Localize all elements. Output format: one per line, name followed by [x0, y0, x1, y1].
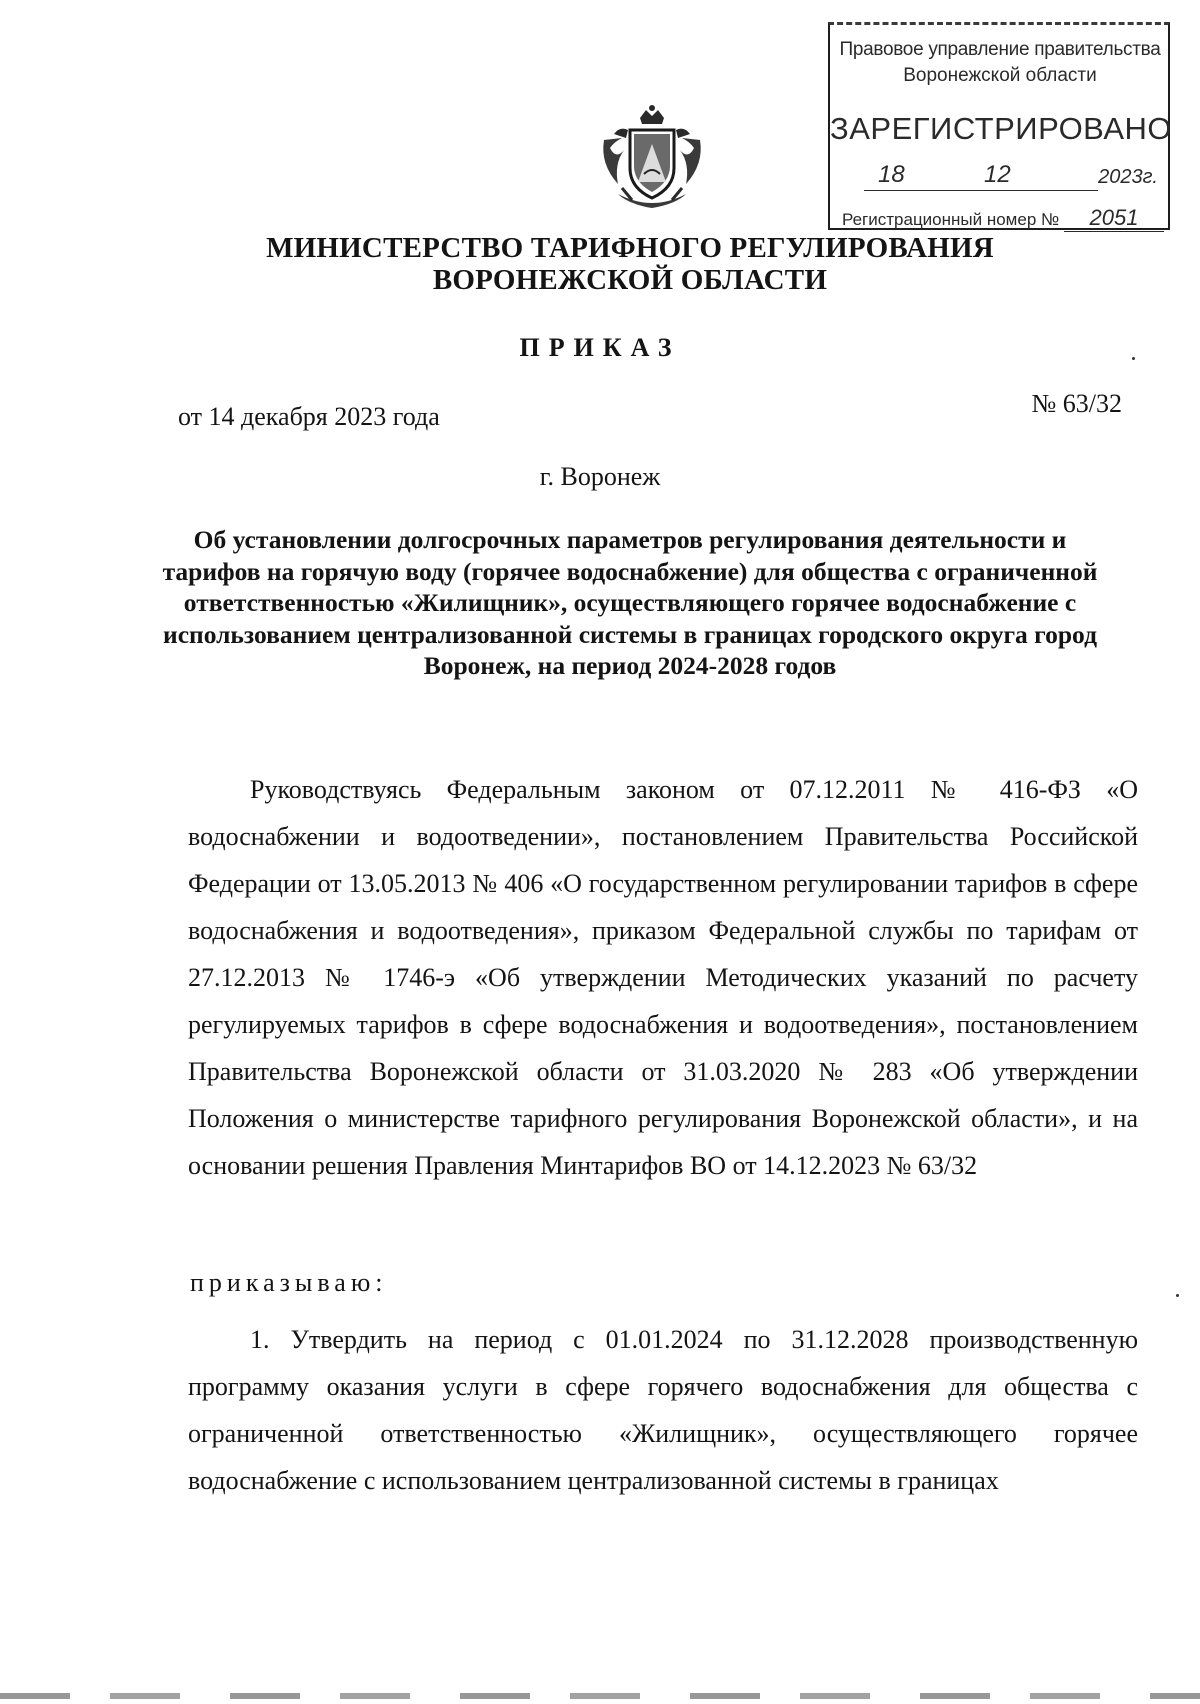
stamp-authority: Правовое управление правительства: [839, 39, 1161, 60]
stamp-regno-value: 2051: [1064, 205, 1164, 232]
scan-speck: [1176, 1294, 1179, 1297]
stamp-region: Воронежской области: [903, 65, 1097, 86]
document-subject: Об установлении долгосрочных параметров регулирования деятельности и тарифов на горячую воду (горячее водоснабжение) для общества с ограниченной ответственностью «Жилищник», осуществляющего горячее водоснабжение с использованием централизованной системы в границах городского округа город Воронеж, на период 2024-2028 годов: [162, 525, 1098, 680]
order-verb: приказываю:: [190, 1268, 388, 1297]
stamp-regno: [842, 205, 1160, 232]
stamp-day: 18: [878, 161, 905, 188]
document-type: ПРИКАЗ: [519, 333, 681, 362]
scan-speck: [1132, 357, 1135, 360]
stamp-date: [864, 163, 1158, 197]
scan-edge: [0, 1693, 1200, 1699]
ministry-name-line2: ВОРОНЕЖСКОЙ ОБЛАСТИ: [432, 264, 828, 296]
stamp-regno-label: Регистрационный номер №: [842, 210, 1060, 229]
document-number: № 63/32: [1031, 389, 1122, 418]
stamp-registered: ЗАРЕГИСТРИРОВАНО: [830, 111, 1173, 146]
clause-1-paragraph: 1. Утвердить на период с 01.01.2024 по 31.12.2028 производственную программу оказания услуги в сфере горячего водоснабжения для общества с ограниченной ответственностью «Жилищник», осуществляющего горячее водоснабжение с использованием централизованной системы в границах: [188, 1325, 1138, 1495]
ministry-name-line1: МИНИСТЕРСТВО ТАРИФНОГО РЕГУЛИРОВАНИЯ: [266, 232, 994, 264]
stamp-year: 2023г.: [1098, 166, 1158, 188]
registration-stamp: [828, 22, 1173, 230]
document-date: от 14 декабря 2023 года: [178, 402, 440, 431]
document-city: г. Воронеж: [539, 462, 661, 491]
coat-of-arms-icon: [596, 104, 708, 216]
preamble-paragraph: Руководствуясь Федеральным законом от 07.12.2011 № 416-ФЗ «О водоснабжении и водоотведении», постановлением Правительства Российской Федерации от 13.05.2013 № 406 «О государственном регулировании тарифов в сфере водоснабжения и водоотведения», приказом Федеральной службы по тарифам от 27.12.2013 № 1746-э «Об утверждении Методических указаний по расчету регулируемых тарифов в сфере водоснабжения и водоотведения», постановлением Правительства Воронежской области от 31.03.2020 № 283 «Об утверждении Положения о министерстве тарифного регулирования Воронежской области», и на основании решения Правления Минтарифов ВО от 14.12.2023 № 63/32: [188, 775, 1138, 1180]
stamp-month: 12: [984, 161, 1011, 188]
